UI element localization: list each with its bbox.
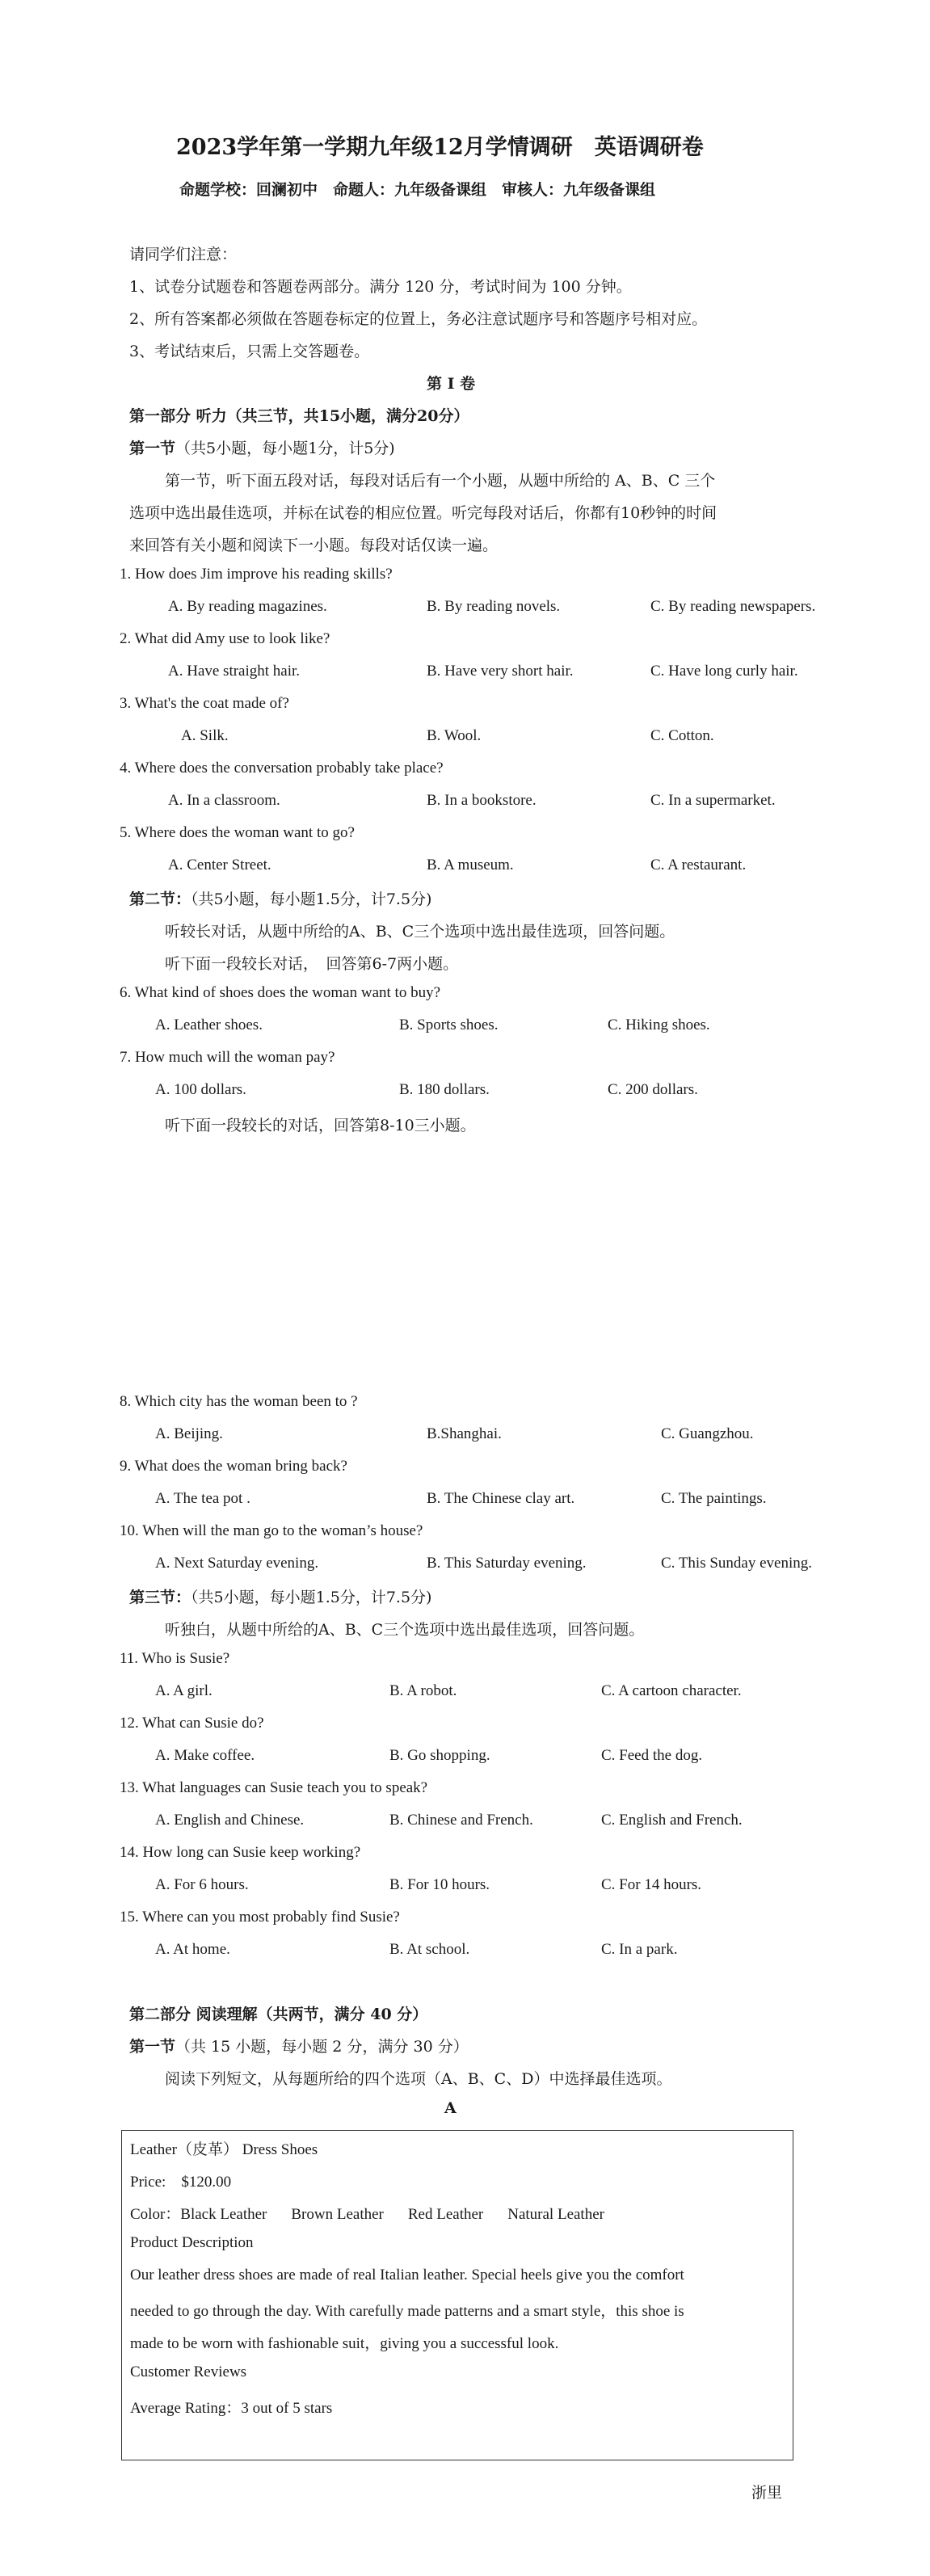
sec2-desc: （共5小题，每小题1.5分，计7.5分) bbox=[191, 890, 432, 908]
option-a: A. For 6 hours. bbox=[155, 1876, 249, 1893]
option-a: A. The tea pot . bbox=[155, 1490, 250, 1507]
option-b: B. Chinese and French. bbox=[389, 1812, 533, 1829]
part1-sec1-heading bbox=[129, 436, 395, 458]
reviews-heading: Customer Reviews bbox=[130, 2363, 247, 2380]
sec2-sub-instruction: 听下面一段较长的对话，回答第8-10三小题。 bbox=[165, 1117, 476, 1134]
sec1-instruction: 选项中选出最佳选项，并标在试卷的相应位置。听完每段对话后，你都有10秒钟的时间 bbox=[129, 504, 717, 522]
part2-title: 第二部分 阅读理解（共两节，满分 40 分） bbox=[129, 2006, 428, 2023]
volume-heading: 第 I 卷 bbox=[427, 375, 476, 393]
option-b: B.Shanghai. bbox=[427, 1425, 502, 1442]
sec2-title: 第二节： bbox=[129, 890, 191, 908]
sec2-sub-instruction: 听下面一段较长对话， 回答第6-7两小题。 bbox=[165, 955, 459, 973]
option-c: C. In a park. bbox=[601, 1941, 678, 1958]
option-a: A. Leather shoes. bbox=[155, 1017, 263, 1033]
exam-subtitle: 命题学校：回澜初中 命题人：九年级备课组 审核人：九年级备课组 bbox=[179, 181, 656, 199]
option-a: A. By reading magazines. bbox=[168, 598, 327, 615]
option-a: A. English and Chinese. bbox=[155, 1812, 305, 1829]
part1-title: 第一部分 听力（共三节，共15小题，满分20分） bbox=[129, 407, 469, 425]
sec1-instruction: 来回答有关小题和阅读下一小题。每段对话仅读一遍。 bbox=[129, 537, 499, 554]
option-c: C. The paintings. bbox=[661, 1490, 767, 1507]
part1-sec3-heading bbox=[129, 1585, 431, 1607]
sec3-title: 第三节： bbox=[129, 1589, 191, 1606]
question-stem: 15. Where can you most probably find Susie? bbox=[120, 1909, 400, 1926]
option-c: C. Have long curly hair. bbox=[650, 663, 798, 680]
option-b: B. The Chinese clay art. bbox=[427, 1490, 575, 1507]
product-colors bbox=[130, 2202, 604, 2224]
option-b: B. Have very short hair. bbox=[427, 663, 574, 680]
note-item: 3、考试结束后，只需上交答题卷。 bbox=[129, 343, 370, 360]
question-stem: 14. How long can Susie keep working? bbox=[120, 1844, 361, 1861]
option-c: C. In a supermarket. bbox=[650, 792, 776, 809]
color-option: Red Leather bbox=[407, 2206, 484, 2223]
option-a: A. A girl. bbox=[155, 1682, 213, 1699]
question-stem: 6. What kind of shoes does the woman want to buy? bbox=[120, 984, 440, 1001]
product-price: Price: $120.00 bbox=[130, 2174, 232, 2191]
question-stem: 5. Where does the woman want to go? bbox=[120, 824, 355, 841]
question-stem: 7. How much will the woman pay? bbox=[120, 1049, 335, 1066]
option-c: C. A cartoon character. bbox=[601, 1682, 742, 1699]
question-stem: 13. What languages can Susie teach you to speak? bbox=[120, 1779, 428, 1796]
option-b: B. This Saturday evening. bbox=[427, 1555, 587, 1572]
option-c: C. English and French. bbox=[601, 1812, 743, 1829]
option-b: B. 180 dollars. bbox=[399, 1081, 490, 1098]
option-c: C. Hiking shoes. bbox=[608, 1017, 710, 1033]
sec3-instruction: 听独白，从题中所给的A、B、C三个选项中选出最佳选项，回答问题。 bbox=[165, 1621, 645, 1639]
part2-sec1-title: 第一节 bbox=[129, 2038, 176, 2056]
description-line: Our leather dress shoes are made of real Italian leather. Special heels give you the comfort bbox=[130, 2267, 684, 2283]
question-stem: 4. Where does the conversation probably take place? bbox=[120, 760, 444, 777]
sec1-title: 第一节 bbox=[129, 440, 176, 457]
option-c: C. Cotton. bbox=[650, 727, 714, 744]
sec3-desc: （共5小题，每小题1.5分，计7.5分) bbox=[191, 1589, 432, 1606]
option-b: B. In a bookstore. bbox=[427, 792, 537, 809]
sec2-instruction: 听较长对话，从题中所给的A、B、C三个选项中选出最佳选项，回答问题。 bbox=[165, 923, 675, 941]
question-stem: 11. Who is Susie? bbox=[120, 1650, 230, 1667]
notes-intro: 请同学们注意： bbox=[129, 246, 238, 263]
option-a: A. Have straight hair. bbox=[168, 663, 301, 680]
option-c: C. By reading newspapers. bbox=[650, 598, 816, 615]
sec1-instruction: 第一节，听下面五段对话，每段对话后有一个小题，从题中所给的 A、B、C 三个 bbox=[165, 472, 716, 490]
average-rating: Average Rating：3 out of 5 stars bbox=[130, 2400, 333, 2417]
option-a: A. In a classroom. bbox=[168, 792, 280, 809]
option-b: B. A robot. bbox=[389, 1682, 457, 1699]
option-c: C. Feed the dog. bbox=[601, 1747, 703, 1764]
passage-a-box bbox=[121, 2130, 793, 2460]
question-stem: 1. How does Jim improve his reading skills? bbox=[120, 566, 393, 583]
color-option: Black Leather bbox=[180, 2206, 267, 2223]
option-a: A. Next Saturday evening. bbox=[155, 1555, 319, 1572]
option-b: B. At school. bbox=[389, 1941, 470, 1958]
part1-sec2-heading bbox=[129, 887, 431, 909]
note-item: 1、试卷分试题卷和答题卷两部分。满分 120 分，考试时间为 100 分钟。 bbox=[129, 278, 632, 296]
part2-sec1-desc: （共 15 小题，每小题 2 分，满分 30 分） bbox=[175, 2038, 469, 2056]
note-item: 2、所有答案都必须做在答题卷标定的位置上，务必注意试题序号和答题序号相对应。 bbox=[129, 310, 708, 328]
passage-label: A bbox=[444, 2099, 457, 2117]
option-b: B. Sports shoes. bbox=[399, 1017, 499, 1033]
option-c: C. For 14 hours. bbox=[601, 1876, 702, 1893]
question-stem: 8. Which city has the woman been to ? bbox=[120, 1393, 358, 1410]
option-c: C. A restaurant. bbox=[650, 857, 747, 873]
color-option: Natural Leather bbox=[507, 2206, 604, 2223]
color-option: Brown Leather bbox=[291, 2206, 384, 2223]
option-a: A. Beijing. bbox=[155, 1425, 223, 1442]
question-stem: 9. What does the woman bring back? bbox=[120, 1458, 347, 1475]
description-line: needed to go through the day. With carefully made patterns and a smart style，this shoe is bbox=[130, 2303, 684, 2320]
option-a: A. At home. bbox=[155, 1941, 230, 1958]
color-label: Color： bbox=[130, 2206, 181, 2223]
option-b: B. For 10 hours. bbox=[389, 1876, 490, 1893]
option-b: B. Wool. bbox=[427, 727, 482, 744]
question-stem: 10. When will the man go to the woman’s house? bbox=[120, 1522, 423, 1539]
option-b: B. A museum. bbox=[427, 857, 514, 873]
option-b: B. Go shopping. bbox=[389, 1747, 490, 1764]
option-a: A. Center Street. bbox=[168, 857, 271, 873]
option-c: C. This Sunday evening. bbox=[661, 1555, 813, 1572]
option-a: A. Make coffee. bbox=[155, 1747, 255, 1764]
exam-title: 2023学年第一学期九年级12月学情调研 英语调研卷 bbox=[176, 135, 704, 160]
option-c: C. Guangzhou. bbox=[661, 1425, 754, 1442]
option-a: A. Silk. bbox=[181, 727, 229, 744]
option-a: A. 100 dollars. bbox=[155, 1081, 246, 1098]
part2-sec1-heading bbox=[129, 2035, 469, 2056]
footer-mark: 浙里 bbox=[751, 2484, 783, 2502]
sec1-desc: （共5小题，每小题1分，计5分) bbox=[175, 440, 395, 457]
description-heading: Product Description bbox=[130, 2234, 254, 2251]
description-line: made to be worn with fashionable suit，giving you a successful look. bbox=[130, 2335, 559, 2352]
option-b: B. By reading novels. bbox=[427, 598, 561, 615]
part2-instruction: 阅读下列短文，从每题所给的四个选项（A、B、C、D）中选择最佳选项。 bbox=[165, 2070, 672, 2088]
question-stem: 3. What's the coat made of? bbox=[120, 695, 289, 712]
question-stem: 2. What did Amy use to look like? bbox=[120, 630, 330, 647]
option-c: C. 200 dollars. bbox=[608, 1081, 698, 1098]
product-name: Leather（皮革） Dress Shoes bbox=[130, 2141, 318, 2158]
question-stem: 12. What can Susie do? bbox=[120, 1715, 264, 1732]
